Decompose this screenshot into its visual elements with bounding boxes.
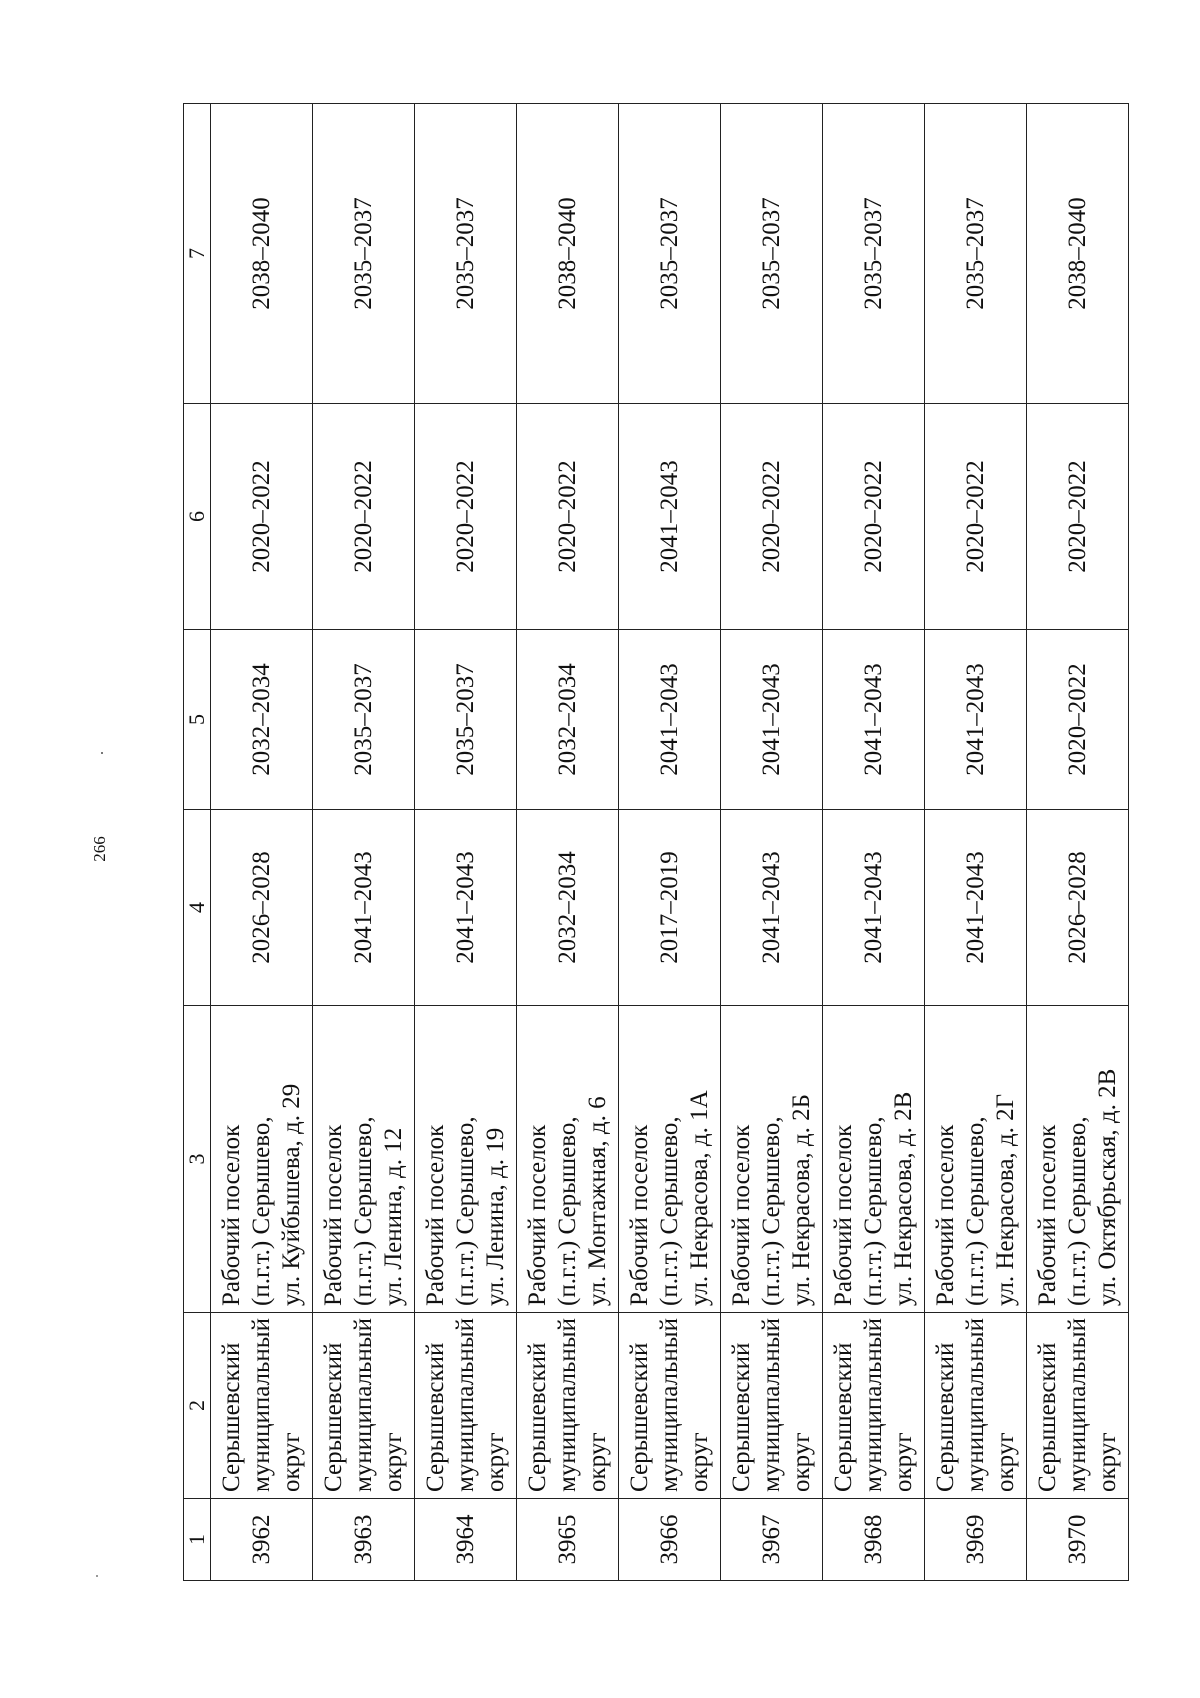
district-cell: Серышевский муниципальный округ — [211, 1313, 313, 1499]
address-cell: Рабочий поселок (п.г.т.) Серышево, ул. Некрасова, д. 1А — [619, 1006, 721, 1313]
district-cell: Серышевский муниципальный округ — [823, 1313, 925, 1499]
record-number: 3969 — [925, 1499, 1027, 1581]
period-cell-col6: 2020–2022 — [823, 404, 925, 630]
period-cell-col7: 2038–2040 — [1027, 104, 1129, 404]
record-number: 3964 — [415, 1499, 517, 1581]
period-cell-col4: 2041–2043 — [823, 810, 925, 1006]
period-cell-col4: 2017–2019 — [619, 810, 721, 1006]
period-cell-col7: 2035–2037 — [415, 104, 517, 404]
period-cell-col6: 2020–2022 — [415, 404, 517, 630]
period-cell-col6: 2020–2022 — [211, 404, 313, 630]
table-row — [925, 104, 1027, 1581]
table-row — [517, 104, 619, 1581]
district-cell: Серышевский муниципальный округ — [415, 1313, 517, 1499]
column-number: 6 — [184, 404, 211, 630]
period-cell-col5: 2035–2037 — [415, 630, 517, 810]
period-cell-col7: 2035–2037 — [313, 104, 415, 404]
period-cell-col6: 2020–2022 — [925, 404, 1027, 630]
period-cell-col5: 2032–2034 — [211, 630, 313, 810]
period-cell-col7: 2035–2037 — [619, 104, 721, 404]
column-number: 2 — [184, 1313, 211, 1499]
column-number: 7 — [184, 104, 211, 404]
record-number: 3966 — [619, 1499, 721, 1581]
district-cell: Серышевский муниципальный округ — [721, 1313, 823, 1499]
rotated-table-frame — [183, 104, 1129, 1581]
district-cell: Серышевский муниципальный округ — [313, 1313, 415, 1499]
address-cell: Рабочий поселок (п.г.т.) Серышево, ул. Некрасова, д. 2Б — [721, 1006, 823, 1313]
table-row — [211, 104, 313, 1581]
address-cell: Рабочий поселок (п.г.т.) Серышево, ул. Ленина, д. 19 — [415, 1006, 517, 1313]
district-cell: Серышевский муниципальный округ — [1027, 1313, 1129, 1499]
record-number: 3967 — [721, 1499, 823, 1581]
table-row — [313, 104, 415, 1581]
address-cell: Рабочий поселок (п.г.т.) Серышево, ул. Октябрьская, д. 2В — [1027, 1006, 1129, 1313]
table-row — [823, 104, 925, 1581]
period-cell-col5: 2041–2043 — [721, 630, 823, 810]
period-cell-col4: 2041–2043 — [313, 810, 415, 1006]
record-number: 3970 — [1027, 1499, 1129, 1581]
district-cell: Серышевский муниципальный округ — [925, 1313, 1027, 1499]
district-cell: Серышевский муниципальный округ — [517, 1313, 619, 1499]
address-cell: Рабочий поселок (п.г.т.) Серышево, ул. Некрасова, д. 2Г — [925, 1006, 1027, 1313]
table-row — [1027, 104, 1129, 1581]
period-cell-col4: 2041–2043 — [721, 810, 823, 1006]
column-number: 3 — [184, 1006, 211, 1313]
address-cell: Рабочий поселок (п.г.т.) Серышево, ул. Некрасова, д. 2В — [823, 1006, 925, 1313]
address-cell: Рабочий поселок (п.г.т.) Серышево, ул. Ленина, д. 12 — [313, 1006, 415, 1313]
period-cell-col7: 2035–2037 — [721, 104, 823, 404]
scan-speck — [101, 752, 103, 754]
table-container — [183, 104, 1129, 1581]
scan-speck — [96, 1575, 98, 1577]
period-cell-col5: 2032–2034 — [517, 630, 619, 810]
record-number: 3968 — [823, 1499, 925, 1581]
period-cell-col4: 2032–2034 — [517, 810, 619, 1006]
period-cell-col7: 2038–2040 — [517, 104, 619, 404]
address-cell: Рабочий поселок (п.г.т.) Серышево, ул. Монтажная, д. 6 — [517, 1006, 619, 1313]
period-cell-col5: 2041–2043 — [619, 630, 721, 810]
period-cell-col7: 2035–2037 — [823, 104, 925, 404]
record-number: 3965 — [517, 1499, 619, 1581]
period-cell-col5: 2020–2022 — [1027, 630, 1129, 810]
period-cell-col4: 2041–2043 — [415, 810, 517, 1006]
period-cell-col6: 2041–2043 — [619, 404, 721, 630]
period-cell-col6: 2020–2022 — [1027, 404, 1129, 630]
column-number: 4 — [184, 810, 211, 1006]
table-row — [415, 104, 517, 1581]
period-cell-col4: 2026–2028 — [211, 810, 313, 1006]
page-number: 266 — [90, 836, 109, 862]
record-number: 3963 — [313, 1499, 415, 1581]
column-number-row — [184, 104, 211, 1581]
schedule-table — [183, 103, 1129, 1581]
district-cell: Серышевский муниципальный округ — [619, 1313, 721, 1499]
period-cell-col4: 2041–2043 — [925, 810, 1027, 1006]
period-cell-col5: 2041–2043 — [925, 630, 1027, 810]
period-cell-col5: 2035–2037 — [313, 630, 415, 810]
column-number: 1 — [184, 1499, 211, 1581]
period-cell-col6: 2020–2022 — [721, 404, 823, 630]
period-cell-col6: 2020–2022 — [313, 404, 415, 630]
table-row — [721, 104, 823, 1581]
record-number: 3962 — [211, 1499, 313, 1581]
column-number: 5 — [184, 630, 211, 810]
period-cell-col7: 2035–2037 — [925, 104, 1027, 404]
period-cell-col4: 2026–2028 — [1027, 810, 1129, 1006]
period-cell-col6: 2020–2022 — [517, 404, 619, 630]
table-row — [619, 104, 721, 1581]
address-cell: Рабочий поселок (п.г.т.) Серышево, ул. Куйбышева, д. 29 — [211, 1006, 313, 1313]
period-cell-col7: 2038–2040 — [211, 104, 313, 404]
period-cell-col5: 2041–2043 — [823, 630, 925, 810]
